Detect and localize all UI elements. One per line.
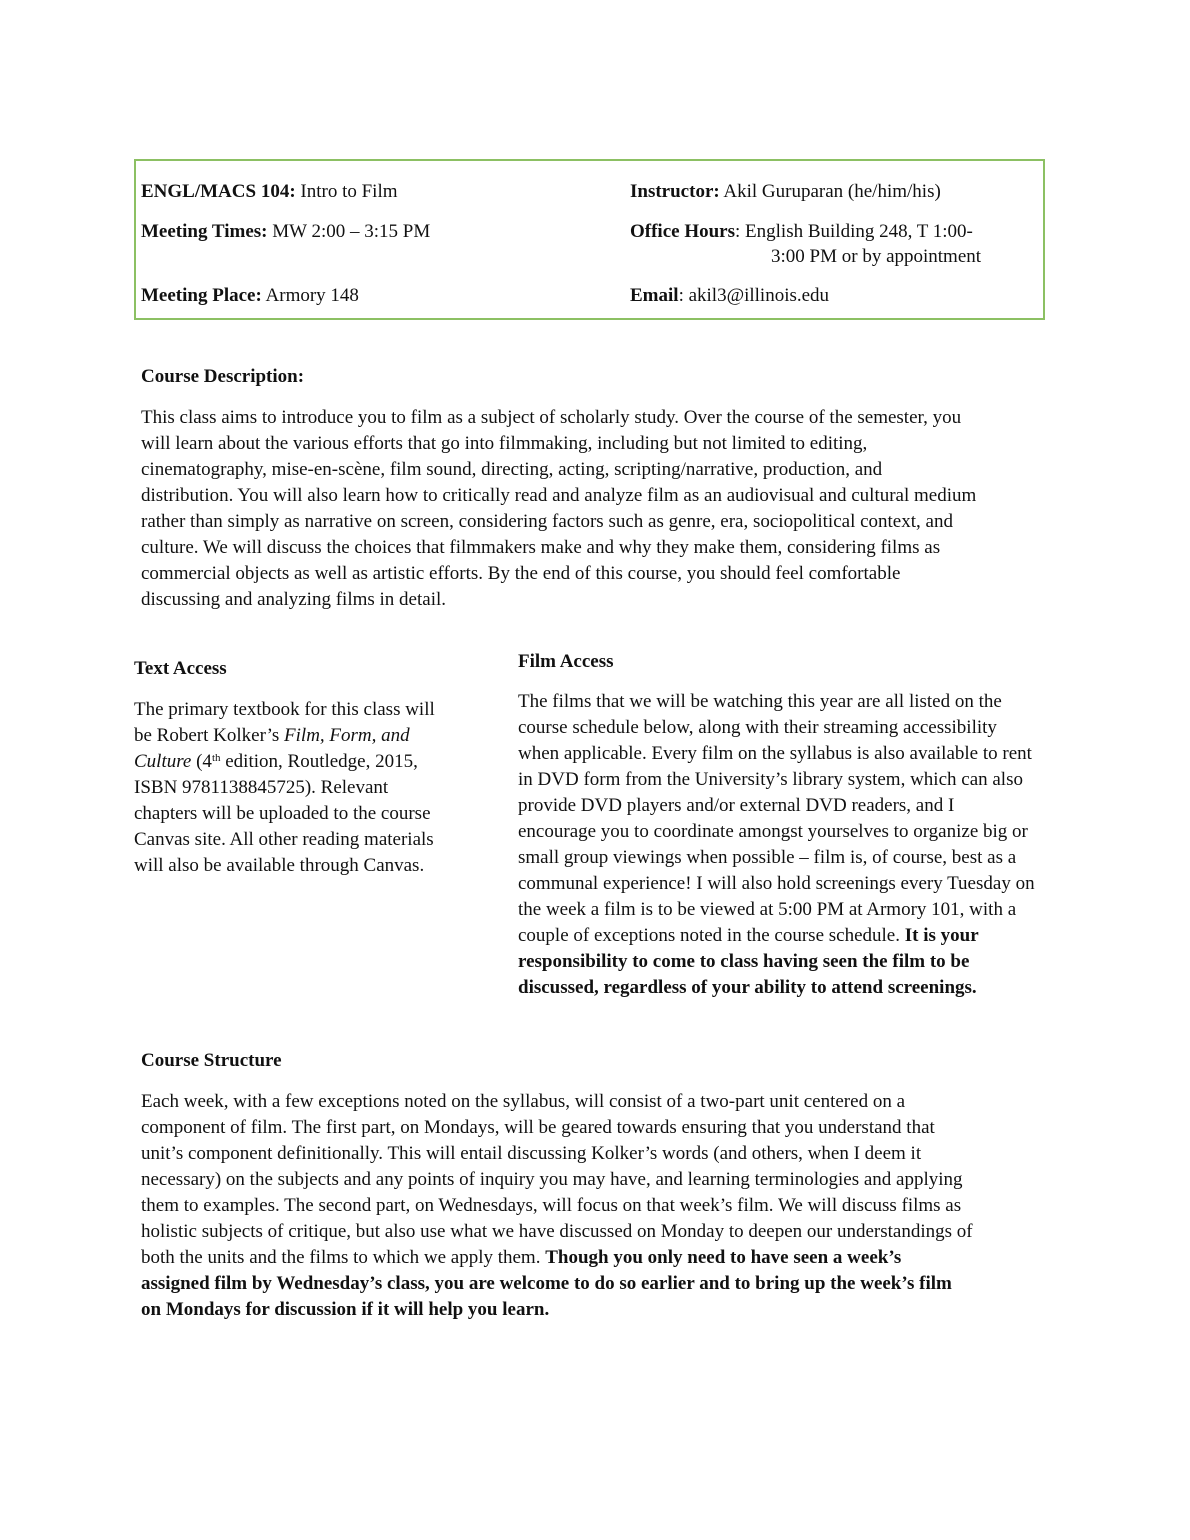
text-line: on Mondays for discussion if it will help you learn. bbox=[141, 1299, 550, 1320]
text-line: Each week, with a few exceptions noted on the syllabus, will consist of a two-part unit centered on a bbox=[141, 1091, 905, 1112]
text-line: ISBN 9781138845725). Relevant bbox=[134, 777, 389, 798]
text-line bbox=[518, 923, 1035, 949]
text-line: unit’s component definitionally. This will entail discussing Kolker’s words (and others, when I deem it bbox=[141, 1143, 922, 1164]
meeting-times-value: MW 2:00 – 3:15 PM bbox=[267, 221, 431, 242]
text-line: discussed, regardless of your ability to attend screenings. bbox=[518, 977, 977, 998]
superscript: th bbox=[211, 752, 221, 764]
text-access-heading: Text Access bbox=[134, 658, 227, 679]
text-line: will also be available through Canvas. bbox=[134, 855, 425, 876]
text-line: provide DVD players and/or external DVD readers, and I bbox=[518, 795, 955, 816]
meeting-place bbox=[141, 283, 359, 308]
meeting-times bbox=[141, 219, 430, 244]
course-title bbox=[141, 179, 398, 204]
text-line: cinematography, mise-en-scène, film sound, directing, acting, scripting/narrative, production, and bbox=[141, 459, 883, 480]
text-line: them to examples. The second part, on Wednesdays, will focus on that week’s film. We will discuss films as bbox=[141, 1195, 962, 1216]
text-line: distribution. You will also learn how to critically read and analyze film as an audiovisual and cultural medium bbox=[141, 485, 977, 506]
text-line: small group viewings when possible – film is, of course, best as a bbox=[518, 847, 1017, 868]
text-segment: couple of exceptions noted in the course schedule. bbox=[518, 925, 905, 946]
text-line: culture. We will discuss the choices that filmmakers make and why they make them, considering films as bbox=[141, 537, 941, 558]
email-label: Email bbox=[630, 285, 679, 306]
text-segment: (4 bbox=[191, 751, 212, 772]
text-line: encourage you to coordinate amongst yourselves to organize big or bbox=[518, 821, 1028, 842]
instructor bbox=[630, 179, 941, 204]
text-segment: edition, Routledge, 2015, bbox=[220, 751, 418, 772]
bold-segment: It is your bbox=[904, 925, 979, 946]
text-line: will learn about the various efforts that go into filmmaking, including but not limited to editing, bbox=[141, 433, 868, 454]
text-line: The films that we will be watching this year are all listed on the bbox=[518, 691, 1002, 712]
text-line bbox=[134, 749, 435, 775]
text-line: responsibility to come to class having seen the film to be bbox=[518, 951, 970, 972]
text-line: The primary textbook for this class will bbox=[134, 699, 435, 720]
office-hours-value: : English Building 248, T 1:00- bbox=[735, 221, 973, 242]
office-hours-value-cont: 3:00 PM or by appointment bbox=[771, 246, 982, 267]
course-description-text bbox=[141, 405, 976, 613]
book-title: Film, Form, and bbox=[284, 725, 410, 746]
bold-segment: Though you only need to have seen a week’s bbox=[545, 1247, 902, 1268]
course-structure-heading: Course Structure bbox=[141, 1050, 282, 1071]
film-access-heading: Film Access bbox=[518, 651, 614, 672]
text-line: assigned film by Wednesday’s class, you are welcome to do so earlier and to bring up the week’s film bbox=[141, 1273, 952, 1294]
email-value: : akil3@illinois.edu bbox=[678, 285, 830, 306]
film-access-text bbox=[518, 689, 1035, 1001]
text-segment: both the units and the films to which we apply them. bbox=[141, 1247, 546, 1268]
text-line: chapters will be uploaded to the course bbox=[134, 803, 431, 824]
text-access-text bbox=[134, 697, 435, 879]
course-structure-text bbox=[141, 1089, 973, 1323]
text-line bbox=[134, 723, 435, 749]
instructor-label: Instructor: bbox=[630, 181, 720, 202]
email bbox=[630, 283, 829, 308]
course-value: Intro to Film bbox=[295, 181, 398, 202]
text-line: holistic subjects of critique, but also use what we have discussed on Monday to deepen our understandings of bbox=[141, 1221, 973, 1242]
text-line: discussing and analyzing films in detail. bbox=[141, 589, 447, 610]
book-title-cont: Culture bbox=[134, 751, 192, 772]
meeting-times-label: Meeting Times: bbox=[141, 221, 268, 242]
text-line: the week a film is to be viewed at 5:00 PM at Armory 101, with a bbox=[518, 899, 1017, 920]
text-line: in DVD form from the University’s library system, which can also bbox=[518, 769, 1023, 790]
text-segment: be Robert Kolker’s bbox=[134, 725, 285, 746]
text-line: This class aims to introduce you to film as a subject of scholarly study. Over the course of the semester, you bbox=[141, 407, 962, 428]
text-line: Canvas site. All other reading materials bbox=[134, 829, 434, 850]
text-line: course schedule below, along with their streaming accessibility bbox=[518, 717, 997, 738]
text-line bbox=[141, 1245, 973, 1271]
text-line: necessary) on the subjects and any points of inquiry you may have, and learning terminologies and applying bbox=[141, 1169, 963, 1190]
office-hours-label: Office Hours bbox=[630, 221, 736, 242]
course-description-heading: Course Description: bbox=[141, 366, 305, 387]
office-hours bbox=[630, 219, 981, 269]
text-line: component of film. The first part, on Mondays, will be geared towards ensuring that you understand that bbox=[141, 1117, 935, 1138]
meeting-place-value: Armory 148 bbox=[261, 285, 359, 306]
meeting-place-label: Meeting Place: bbox=[141, 285, 262, 306]
text-line: communal experience! I will also hold screenings every Tuesday on bbox=[518, 873, 1035, 894]
instructor-value: Akil Guruparan (he/him/his) bbox=[719, 181, 941, 202]
text-line: rather than simply as narrative on screen, considering factors such as genre, era, sociopolitical context, and bbox=[141, 511, 953, 532]
course-label: ENGL/MACS 104: bbox=[141, 181, 296, 202]
text-line: commercial objects as well as artistic efforts. By the end of this course, you should feel comfortable bbox=[141, 563, 901, 584]
text-line: when applicable. Every film on the syllabus is also available to rent bbox=[518, 743, 1032, 764]
